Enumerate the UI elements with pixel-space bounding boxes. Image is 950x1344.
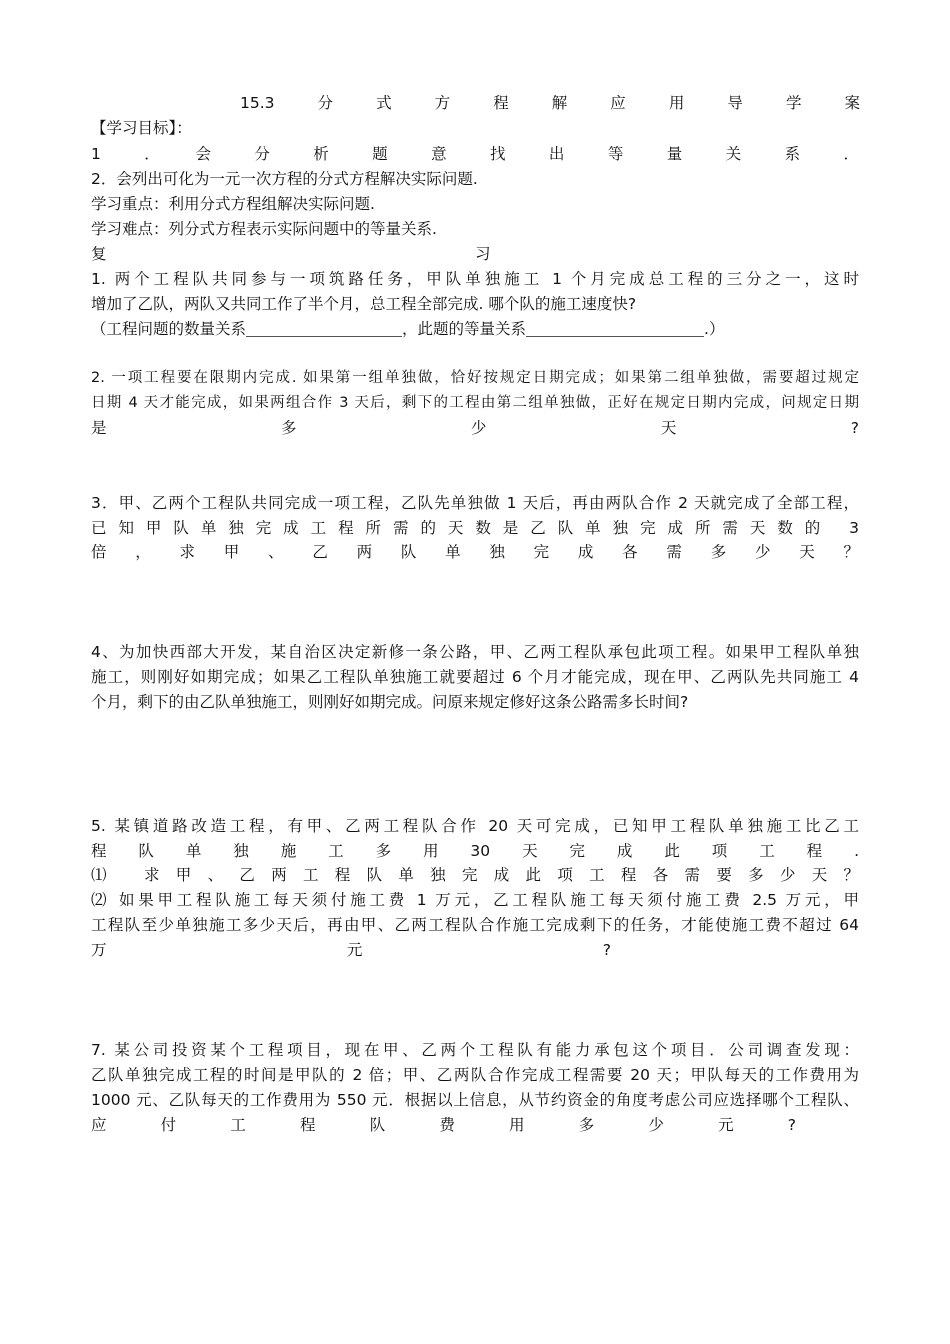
q1-hint-c: .） [704,320,725,338]
q7-line-3: 1000 元、乙队每天的工作费用为 550 元．根据以上信息，从节约资金的角度考虑公司应选择哪个工程队、 [91,1091,859,1109]
key-point: 学习重点：利用分式方程组解决实际问题. [91,195,375,213]
q3-line-2: 已知甲队单独完成工程所需的天数是乙队单独完成所需天数的 3 [91,519,859,537]
q1-line-1: 1. 两个工程队共同参与一项筑路任务，甲队单独施工 1 个月完成总工程的三分之一，这时 [91,270,859,288]
q7-line-2: 乙队单独完成工程的时间是甲队的 2 倍；甲、乙两队合作完成工程需要 20 天；甲队每天的工作费用为 [91,1066,859,1084]
q5-line-6 [91,938,611,962]
goals-heading: 【学习目标】： [91,119,192,137]
review-heading-a: 复 [91,245,107,263]
difficulty-point: 学习难点：列分式方程表示实际问题中的等量关系. [91,220,437,238]
q5-line-2: 程 队 单 独 施 工 多 用 30 天 完 成 此 项 工 程 . [91,842,859,860]
q3-line-3: 倍，求甲、乙两队单独完成各需多少天？ [91,543,859,561]
q1-hint-a: （工程问题的数量关系 [91,320,247,338]
page-title: 15.3 分 式 方 程 解 应 用 导 学 案 [240,94,860,112]
q5-line-4: ⑵ 如果甲工程队施工每天须付施工费 1 万元，乙工程队施工每天须付施工费 2.5 万元，甲 [91,891,859,909]
q5-line-3: ⑴ 求甲、乙两工程队单独完成此项工程各需要多少天？ [91,866,859,884]
q5-line-5: 工程队至少单独施工多少天后，再由甲、乙两工程队合作施工完成剩下的任务，才能使施工费不超过 64 [91,916,859,934]
q4-line-1: 4、为加快西部大开发，某自治区决定新修一条公路，甲、乙两工程队承包此项工程。如果甲工程队单独 [91,643,859,661]
q7-line-4 [91,1113,796,1137]
q1-blank-1[interactable] [246,320,402,337]
q2-line-1: 2. 一项工程要在限期内完成. 如果第一组单独做，恰好按规定日期完成；如果第二组单独做，需要超过规定 [91,370,859,386]
q1-line-2: 增加了乙队，两队又共同工作了半个月，总工程全部完成. 哪个队的施工速度快? [91,295,637,313]
q5-line-1: 5. 某镇道路改造工程，有甲、乙两工程队合作 20 天可完成，已知甲工程队单独施工比乙工 [91,817,859,835]
q7-line-1: 7. 某公司投资某个工程项目，现在甲、乙两个工程队有能力承包这个项目．公司调查发现： [91,1041,859,1059]
goal-2: 2．会列出可化为一元一次方程的分式方程解决实际问题. [91,170,478,188]
review-heading [91,242,859,266]
q3-line-1: 3．甲、乙两个工程队共同完成一项工程，乙队先单独做 1 天后，再由两队合作 2 天就完成了全部工程， [91,494,859,512]
review-heading-b: 习 [475,245,491,263]
q1-hint-b: ，此题的等量关系 [402,320,527,338]
q1-blank-2[interactable] [526,320,704,337]
q7-line-4-text: 应 付 工 程 队 费 用 多 少 元 ? [91,1116,796,1134]
goal-1: 1 ． 会 分 析 题 意 找 出 等 量 关 系 ． [91,145,859,163]
q4-line-3: 个月，剩下的由乙队单独施工，则刚好如期完成。问原来规定修好这条公路需多长时间? [91,693,689,711]
q2-line-3: 是 多 少 天 ? [91,419,859,437]
q1-hint [91,317,859,341]
q2-line-2: 日期 4 天才能完成，如果两组合作 3 天后，剩下的工程由第二组单独做，正好在规定日期内完成，问规定日期 [91,395,859,411]
q5-line-6-text: 万 元 ? [91,941,611,959]
q4-line-2: 施工，则刚好如期完成；如果乙工程队单独施工就要超过 6 个月才能完成，现在甲、乙两队先共同施工 4 [91,668,859,686]
